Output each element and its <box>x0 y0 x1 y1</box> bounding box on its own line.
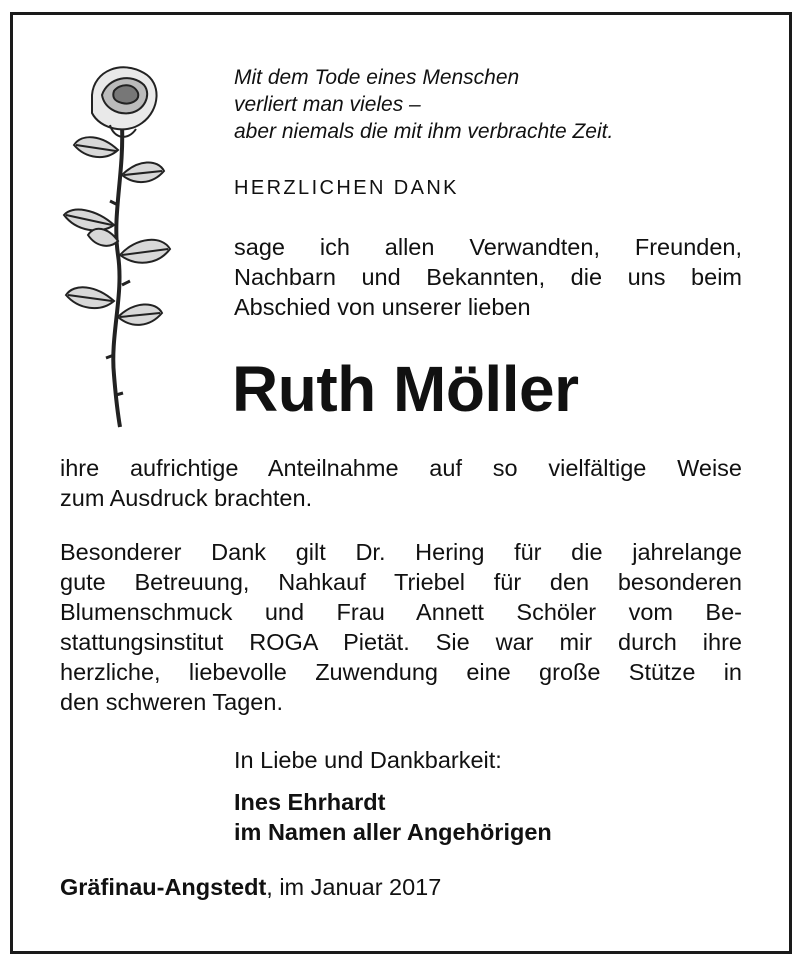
thanks-heading: HERZLICHEN DANK <box>234 177 459 199</box>
rose-icon <box>52 55 182 435</box>
signer-name: Ines Ehrhardt <box>234 789 386 815</box>
paragraph-line: zum Ausdruck brachten. <box>60 485 313 511</box>
intro-line: Abschied von unserer lieben <box>234 294 531 320</box>
signer-subtitle: im Namen aller Angehörigen <box>234 819 552 845</box>
signature-block <box>234 787 552 847</box>
intro-text <box>234 232 742 322</box>
motto-quote <box>234 64 613 145</box>
paragraph-line: Besonderer Dank gilt Dr. Hering für die jahrelange <box>60 539 742 565</box>
place-name: Gräfinau-Angstedt <box>60 874 267 900</box>
motto-line: verliert man vieles – <box>234 93 421 116</box>
closing-phrase: In Liebe und Dankbarkeit: <box>234 747 502 773</box>
paragraph-sympathy <box>60 453 742 513</box>
paragraph-line: Blumenschmuck und Frau Annett Schöler vom Be- <box>60 599 742 625</box>
place-date <box>60 872 441 902</box>
paragraph-special-thanks <box>60 537 742 717</box>
date-text: , im Januar 2017 <box>266 874 442 900</box>
paragraph-line: ihre aufrichtige Anteilnahme auf so vielfältige Weise <box>60 455 742 481</box>
motto-line: aber niemals die mit ihm verbrachte Zeit. <box>234 120 614 143</box>
deceased-name: Ruth Möller <box>232 353 579 425</box>
paragraph-line: herzliche, liebevolle Zuwendung eine große Stütze in <box>60 659 742 685</box>
paragraph-line: gute Betreuung, Nahkauf Triebel für den besonderen <box>60 569 742 595</box>
intro-line: sage ich allen Verwandten, Freunden, <box>234 234 742 260</box>
intro-line: Nachbarn und Bekannten, die uns beim <box>234 264 742 290</box>
paragraph-line: stattungsinstitut ROGA Pietät. Sie war mir durch ihre <box>60 629 742 655</box>
paragraph-line: den schweren Tagen. <box>60 689 283 715</box>
motto-line: Mit dem Tode eines Menschen <box>234 66 520 89</box>
